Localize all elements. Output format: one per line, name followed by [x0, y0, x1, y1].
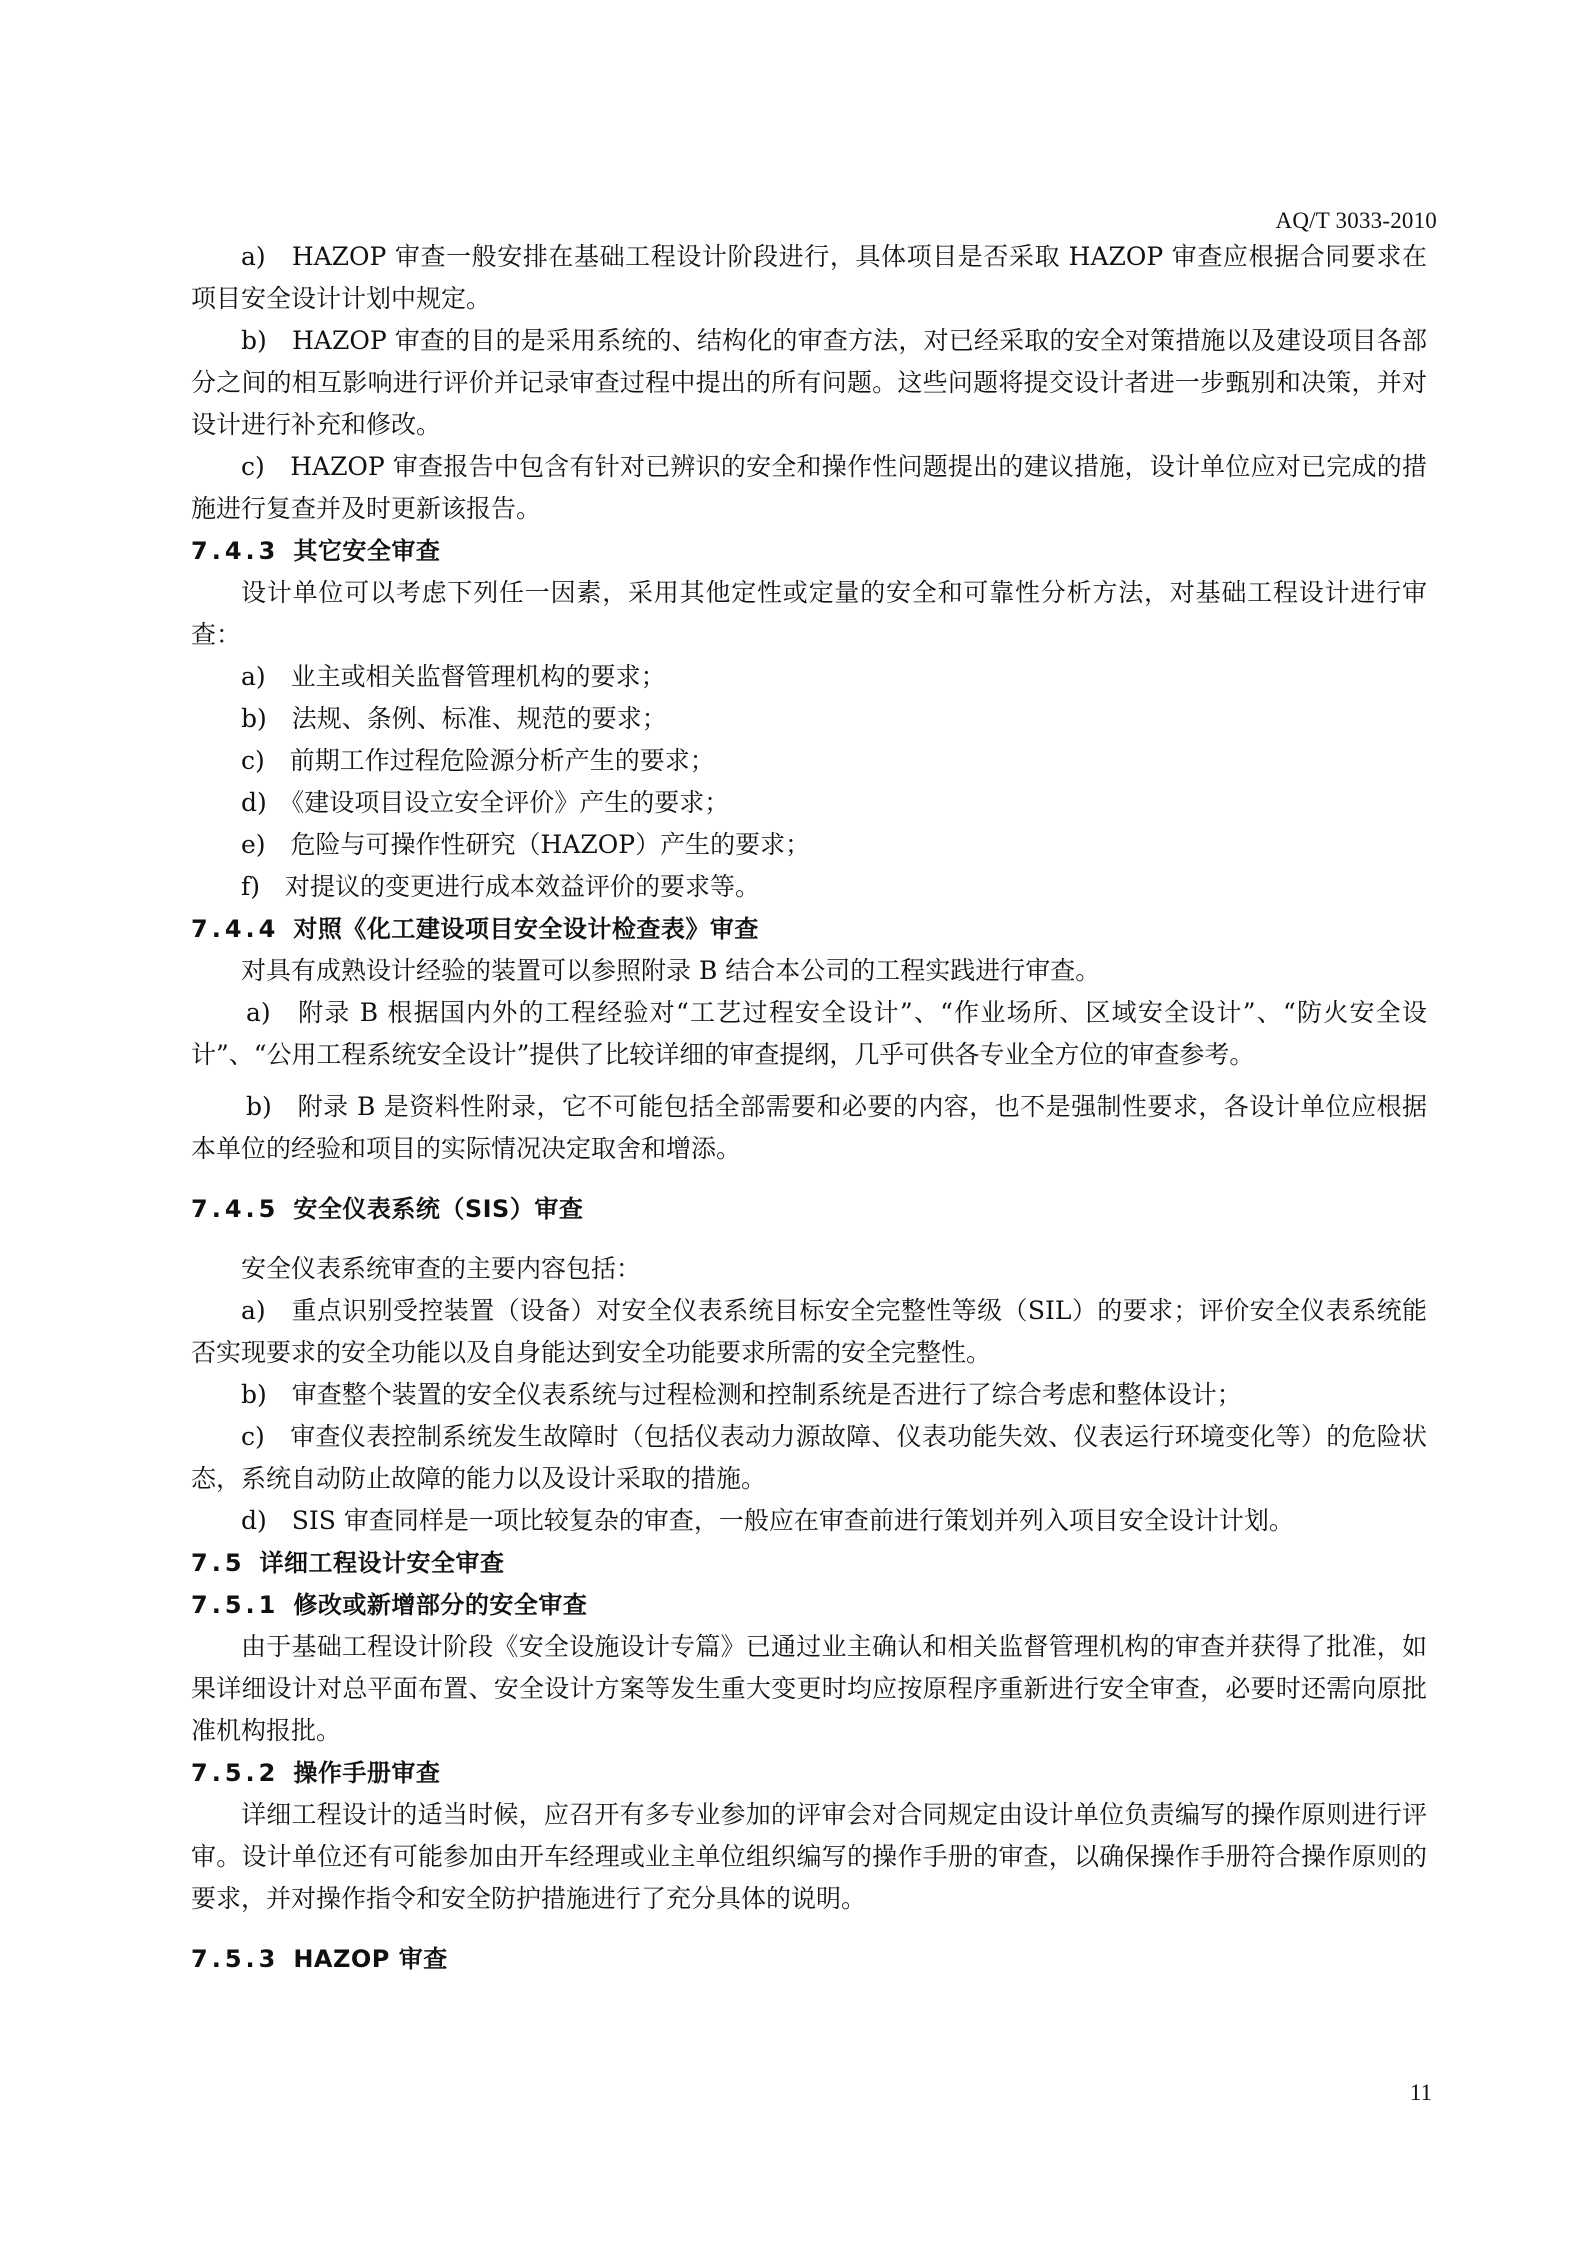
paragraph: a) 附录 B 根据国内外的工程经验对“工艺过程安全设计”、“作业场所、区域安全设计”、“防火安全设计”、“公用工程系统安全设计”提供了比较详细的审查提纲，几乎可供各专业全方位的审查参考。	[191, 998, 1427, 1069]
paragraph: c) 前期工作过程危险源分析产生的要求；	[241, 746, 715, 775]
paragraph: 设计单位可以考虑下列任一因素，采用其他定性或定量的安全和可靠性分析方法，对基础工程设计进行审查：	[191, 578, 1427, 649]
section-number: 7.5.1	[191, 1591, 280, 1619]
spacer	[191, 1170, 1427, 1188]
paragraph: c) HAZOP 审查报告中包含有针对已辨识的安全和操作性问题提出的建议措施，设计单位应对已完成的措施进行复查并及时更新该报告。	[191, 452, 1427, 523]
standard-code: AQ/T 3033-2010	[1275, 208, 1437, 233]
paragraph: a) HAZOP 审查一般安排在基础工程设计阶段进行，具体项目是否采取 HAZOP 审查应根据合同要求在项目安全设计计划中规定。	[191, 242, 1427, 313]
section-heading	[191, 530, 1427, 572]
paragraph: d) SIS 审查同样是一项比较复杂的审查，一般应在审查前进行策划并列入项目安全设计计划。	[241, 1506, 1294, 1535]
section-number: 7.4.5	[191, 1195, 280, 1223]
section-title: 其它安全审查	[293, 537, 441, 565]
section-title: 安全仪表系统（SIS）审查	[293, 1195, 584, 1223]
section-number: 7.4.3	[191, 537, 280, 565]
paragraph: a) 重点识别受控装置（设备）对安全仪表系统目标安全完整性等级（SIL）的要求；评价安全仪表系统能否实现要求的安全功能以及自身能达到安全功能要求所需的安全完整性。	[191, 1296, 1427, 1367]
section-title: 详细工程设计安全审查	[259, 1549, 505, 1577]
section-title: 对照《化工建设项目安全设计检查表》审查	[293, 915, 759, 943]
paragraph: 对具有成熟设计经验的装置可以参照附录 B 结合本公司的工程实践进行审查。	[241, 956, 1101, 985]
section-number: 7.5	[191, 1549, 246, 1577]
page-number: 11	[1409, 2080, 1432, 2105]
paragraph: b) 审查整个装置的安全仪表系统与过程检测和控制系统是否进行了综合考虑和整体设计；	[241, 1380, 1242, 1409]
paragraph: f) 对提议的变更进行成本效益评价的要求等。	[241, 872, 761, 901]
section-heading	[191, 1938, 1427, 1980]
section-heading	[191, 908, 1427, 950]
section-number: 7.4.4	[191, 915, 280, 943]
section-heading	[191, 1188, 1427, 1230]
paragraph: 由于基础工程设计阶段《安全设施设计专篇》已通过业主确认和相关监督管理机构的审查并获得了批准，如果详细设计对总平面布置、安全设计方案等发生重大变更时均应按原程序重新进行安全审查，必要时还需向原批准机构报批。	[191, 1632, 1427, 1745]
page-body	[191, 236, 1427, 1980]
spacer	[191, 1230, 1427, 1248]
spacer	[191, 1920, 1427, 1938]
section-title: HAZOP 审查	[293, 1945, 448, 1973]
paragraph: b) HAZOP 审查的目的是采用系统的、结构化的审查方法，对已经采取的安全对策措施以及建设项目各部分之间的相互影响进行评价并记录审查过程中提出的所有问题。这些问题将提交设计者进一步甄别和决策，并对设计进行补充和修改。	[191, 326, 1427, 439]
section-heading	[191, 1752, 1427, 1794]
section-number: 7.5.3	[191, 1945, 280, 1973]
paragraph: b) 法规、条例、标准、规范的要求；	[241, 704, 667, 733]
section-title: 操作手册审查	[293, 1759, 441, 1787]
paragraph: a) 业主或相关监督管理机构的要求；	[241, 662, 666, 691]
paragraph: 详细工程设计的适当时候，应召开有多专业参加的评审会对合同规定由设计单位负责编写的操作原则进行评审。设计单位还有可能参加由开车经理或业主单位组织编写的操作手册的审查，以确保操作手册符合操作原则的要求，并对操作指令和安全防护措施进行了充分具体的说明。	[191, 1800, 1427, 1913]
spacer	[191, 1076, 1427, 1086]
paragraph: c) 审查仪表控制系统发生故障时（包括仪表动力源故障、仪表功能失效、仪表运行环境变化等）的危险状态，系统自动防止故障的能力以及设计采取的措施。	[191, 1422, 1427, 1493]
paragraph: d) 《建设项目设立安全评价》产生的要求；	[241, 788, 730, 817]
section-heading	[191, 1584, 1427, 1626]
section-number: 7.5.2	[191, 1759, 280, 1787]
section-heading	[191, 1542, 1427, 1584]
section-title: 修改或新增部分的安全审查	[293, 1591, 588, 1619]
paragraph: 安全仪表系统审查的主要内容包括：	[241, 1254, 642, 1283]
paragraph: b) 附录 B 是资料性附录，它不可能包括全部需要和必要的内容，也不是强制性要求，各设计单位应根据本单位的经验和项目的实际情况决定取舍和增添。	[191, 1092, 1427, 1163]
paragraph: e) 危险与可操作性研究（HAZOP）产生的要求；	[241, 830, 811, 859]
